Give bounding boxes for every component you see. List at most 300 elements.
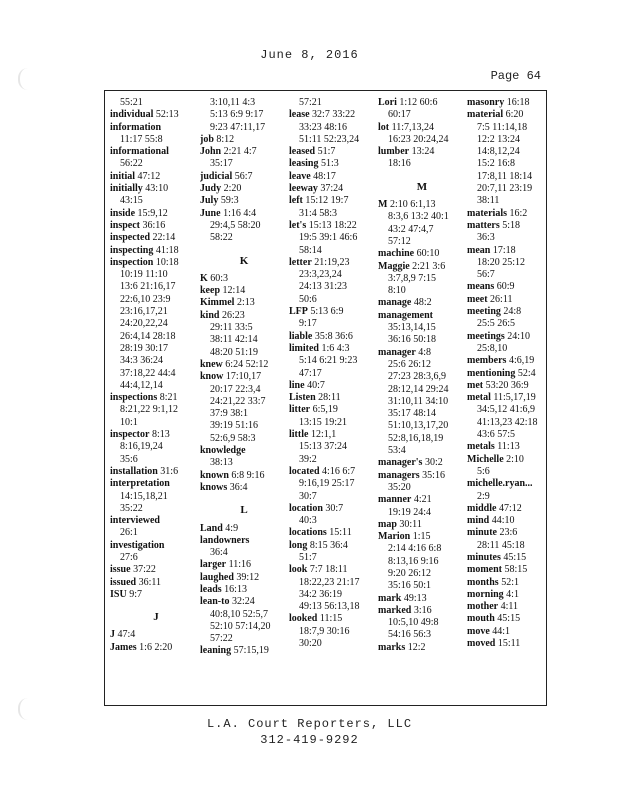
index-word: marks <box>378 641 406 653</box>
index-entry <box>467 454 547 466</box>
index-refs: 30:7 <box>325 502 344 514</box>
index-word: Maggie <box>378 260 410 272</box>
index-refs: 21:19,23 <box>314 256 350 268</box>
index-refs-continued: 9:20 26:12 <box>388 567 432 579</box>
index-refs: 31:6 <box>160 465 179 477</box>
index-refs-continued: 38:13 <box>210 457 233 469</box>
index-refs-continued: 35:13,14,15 <box>388 322 436 334</box>
index-entry <box>110 642 202 654</box>
index-word: M <box>378 199 388 211</box>
index-refs: 11:13 <box>497 441 520 453</box>
index-word: leads <box>200 583 222 595</box>
index-column-4 <box>378 97 466 705</box>
index-refs: 15:11 <box>329 527 352 539</box>
index-refs-continued: 35:20 <box>388 481 411 493</box>
index-refs-continued: 19:19 24:4 <box>388 506 432 518</box>
index-entry <box>467 245 547 257</box>
index-refs: 36:16 <box>142 219 166 231</box>
index-refs: 10:18 <box>155 256 179 268</box>
index-word: knows <box>200 481 228 493</box>
index-word: knowledge <box>200 445 246 457</box>
index-entry <box>110 245 202 257</box>
index-refs-continued: 28:12,14 29:24 <box>388 383 449 395</box>
index-entry <box>467 380 547 392</box>
index-word: James <box>110 641 137 653</box>
index-entry <box>289 343 378 355</box>
index-word: members <box>467 355 507 367</box>
index-refs-continued: 34:5,12 41:6,9 <box>477 404 536 416</box>
index-refs-continued: 10:5,10 49:8 <box>388 617 439 629</box>
index-word: inside <box>110 207 136 219</box>
index-entry <box>289 220 378 232</box>
index-entry <box>289 564 378 576</box>
index-word: installation <box>110 465 158 477</box>
index-refs: 53:20 36:9 <box>485 379 529 391</box>
index-word: mean <box>467 244 491 256</box>
index-word: inspection <box>110 256 154 268</box>
index-refs: 45:15 <box>503 551 527 563</box>
index-refs-continued: 38:11 <box>477 195 500 207</box>
index-refs-continued: 26:1 <box>120 527 138 539</box>
index-word: interviewed <box>110 515 160 527</box>
index-refs: 4:11 <box>500 601 519 613</box>
index-refs: 43:10 <box>145 183 169 195</box>
index-refs-continued: 40:3 <box>299 515 317 527</box>
index-entry <box>467 503 547 515</box>
index-refs: 16:18 <box>506 97 530 108</box>
index-refs: 44:1 <box>492 625 511 637</box>
index-refs-continued: 50:6 <box>299 293 317 305</box>
index-word: landowners <box>200 534 250 546</box>
index-entry <box>378 199 466 211</box>
index-frame <box>104 90 547 706</box>
index-refs-continued: 9:17 <box>299 318 317 330</box>
index-entry <box>467 368 547 380</box>
index-refs-continued: 20:17 22:3,4 <box>210 383 261 395</box>
reporter-phone: 312-419-9292 <box>260 733 359 747</box>
index-word: Kimmel <box>200 297 235 309</box>
index-refs: 47:12 <box>137 170 161 182</box>
index-entry <box>200 310 288 322</box>
index-refs-continued: 18:16 <box>388 158 411 170</box>
index-word: leased <box>289 146 316 158</box>
index-word: let's <box>289 219 307 231</box>
index-entry <box>378 310 466 322</box>
index-refs: 4:21 <box>413 494 432 506</box>
index-word: mark <box>378 592 402 604</box>
index-word: know <box>200 371 224 383</box>
index-entry <box>110 577 202 589</box>
index-refs-continued: 3:7,8,9 7:15 <box>388 272 437 284</box>
index-refs-continued: 24:21,22 33:7 <box>210 395 266 407</box>
index-refs-continued: 52:10 57:14,20 <box>210 620 271 632</box>
index-refs: 39:12 <box>236 571 260 583</box>
index-refs: 52:13 <box>155 109 179 121</box>
page-number: Page 64 <box>490 69 541 83</box>
index-refs-continued: 15:13 37:24 <box>299 441 348 453</box>
index-refs: 17:18 <box>492 244 516 256</box>
index-refs-continued: 56:7 <box>477 269 495 281</box>
index-refs-continued: 37:18,22 44:4 <box>120 367 176 379</box>
index-refs-continued: 57:22 <box>210 633 233 645</box>
index-entry <box>200 535 288 547</box>
index-word: lot <box>378 121 390 133</box>
index-entry <box>467 552 547 564</box>
index-word: middle <box>467 502 497 514</box>
index-entry <box>467 281 547 293</box>
index-refs-continued: 35:17 <box>210 158 233 170</box>
index-refs: 32:7 33:22 <box>312 109 356 121</box>
index-word: Lori <box>378 97 397 108</box>
index-refs-continued: 5:13 6:9 9:17 <box>210 109 264 121</box>
index-word: letter <box>289 256 312 268</box>
index-word: liable <box>289 330 313 342</box>
index-word: map <box>378 518 397 530</box>
index-refs: 16:2 <box>509 207 528 219</box>
index-entry <box>289 109 378 121</box>
index-word: morning <box>467 588 504 600</box>
index-word: inspected <box>110 232 150 244</box>
index-refs: 44:10 <box>491 515 515 527</box>
index-entry <box>467 515 547 527</box>
index-refs-continued: 40:8,10 52:5,7 <box>210 608 269 620</box>
index-entry <box>378 347 466 359</box>
index-refs-continued: 17:8,11 18:14 <box>477 170 533 182</box>
index-word: meet <box>467 293 488 305</box>
index-word: metal <box>467 392 491 404</box>
index-refs-continued: 51:7 <box>299 551 317 563</box>
index-refs: 58:15 <box>504 564 528 576</box>
index-word: moved <box>467 638 496 650</box>
index-refs: 5:18 <box>502 219 521 231</box>
index-entry <box>200 523 288 535</box>
index-refs-continued: 8:21,22 9:1,12 <box>120 404 179 416</box>
index-entry <box>289 404 378 416</box>
index-entry <box>110 171 202 183</box>
index-word: locations <box>289 527 327 539</box>
index-refs: 11:5,17,19 <box>493 392 536 404</box>
index-entry <box>200 559 288 571</box>
index-entry <box>200 359 288 371</box>
index-entry <box>378 97 466 109</box>
index-refs-continued: 18:22,23 21:17 <box>299 576 360 588</box>
index-refs: 8:12 <box>216 133 235 145</box>
index-refs-continued: 43:2 47:4,7 <box>388 223 434 235</box>
index-refs: 59:3 <box>220 195 239 207</box>
index-word: marked <box>378 604 412 616</box>
index-entry <box>110 183 202 195</box>
index-entry <box>467 527 547 539</box>
index-word: individual <box>110 109 154 121</box>
index-word: issued <box>110 576 137 588</box>
index-word: larger <box>200 559 227 571</box>
index-word: meetings <box>467 330 505 342</box>
index-word: ISU <box>110 588 127 600</box>
index-refs-continued: 43:6 57:5 <box>477 429 516 441</box>
index-refs: 3:16 <box>413 604 432 616</box>
index-refs-continued: 39:19 51:16 <box>210 420 259 432</box>
index-entry <box>110 478 202 490</box>
index-refs: 60:9 <box>496 281 515 293</box>
index-word: issue <box>110 564 131 576</box>
index-refs: 4:8 <box>418 346 432 358</box>
index-word: material <box>467 109 504 121</box>
index-entry <box>289 257 378 269</box>
index-entry <box>110 629 202 641</box>
index-refs: 12:1,1 <box>310 429 337 441</box>
transcript-date: June 8, 2016 <box>260 48 359 62</box>
index-refs: 5:13 6:9 <box>310 306 344 318</box>
index-word: moment <box>467 564 502 576</box>
index-word: informational <box>110 146 169 158</box>
index-entry <box>200 445 288 457</box>
index-word: mother <box>467 601 499 613</box>
index-refs-continued: 58:22 <box>210 232 233 244</box>
index-refs: 57:15,19 <box>233 645 269 657</box>
index-refs-continued: 9:23 47:11,17 <box>210 121 266 133</box>
index-entry <box>289 503 378 515</box>
index-refs: 2:21 4:7 <box>223 146 257 158</box>
index-entry <box>200 297 288 309</box>
index-entry <box>200 134 288 146</box>
index-refs: 15:9,12 <box>137 207 168 219</box>
index-word: manager <box>378 346 416 358</box>
index-refs-continued: 15:2 16:8 <box>477 158 516 170</box>
index-word: inspector <box>110 429 150 441</box>
index-entry <box>110 564 202 576</box>
index-word: knew <box>200 358 223 370</box>
index-entry <box>467 331 547 343</box>
index-refs: 15:13 18:22 <box>308 219 357 231</box>
index-word: manage <box>378 297 412 309</box>
index-refs-continued: 31:4 58:3 <box>299 207 338 219</box>
index-refs-continued: 52:8,16,18,19 <box>388 432 444 444</box>
index-refs: 11:15 <box>319 613 343 625</box>
index-word: little <box>289 429 309 441</box>
index-entry <box>378 470 466 482</box>
index-entry <box>467 294 547 306</box>
index-refs-continued: 24:20,22,24 <box>120 318 168 330</box>
index-refs: 37:24 <box>320 183 344 195</box>
index-word: masonry <box>467 97 505 108</box>
index-refs: 2:21 3:6 <box>412 260 446 272</box>
index-word: machine <box>378 248 415 260</box>
index-refs: 30:11 <box>399 518 422 530</box>
index-refs: 23:6 <box>499 527 518 539</box>
index-entry <box>467 564 547 576</box>
index-entry <box>289 158 378 170</box>
index-word: line <box>289 379 305 391</box>
index-entry <box>289 146 378 158</box>
index-refs: 4:16 6:7 <box>322 465 356 477</box>
index-refs-continued: 35:6 <box>120 453 138 465</box>
index-entry <box>378 593 466 605</box>
index-refs-continued: 58:14 <box>299 244 322 256</box>
index-entry <box>200 273 288 285</box>
index-word: manner <box>378 494 412 506</box>
index-refs-continued: 16:23 20:24,24 <box>388 133 449 145</box>
index-refs-continued: 27:6 <box>120 551 138 563</box>
index-refs-continued: 34:2 36:19 <box>299 588 343 600</box>
index-word: judicial <box>200 170 233 182</box>
index-refs-continued: 18:7,9 30:16 <box>299 625 350 637</box>
index-word: looked <box>289 613 318 625</box>
index-refs: 40:7 <box>307 379 325 391</box>
index-column-5 <box>467 97 547 705</box>
index-entry <box>200 470 288 482</box>
index-refs-continued: 57:12 <box>388 235 411 247</box>
index-entry <box>378 146 466 158</box>
index-word: K <box>200 272 208 284</box>
index-refs: 11:7,13,24 <box>391 121 435 133</box>
index-refs-continued: 34:3 36:24 <box>120 355 164 367</box>
binder-hole-mark <box>18 68 30 90</box>
reporter-name: L.A. Court Reporters, LLC <box>206 717 413 731</box>
index-refs-continued: 22:6,10 23:9 <box>120 293 171 305</box>
index-word: months <box>467 576 499 588</box>
index-word: information <box>110 121 162 133</box>
index-entry <box>200 171 288 183</box>
index-refs: 2:13 <box>236 297 255 309</box>
index-column-2 <box>200 97 288 705</box>
index-refs-continued: 30:20 <box>299 638 322 650</box>
index-refs-continued: 28:11 45:18 <box>477 539 525 551</box>
index-entry <box>467 589 547 601</box>
index-word: matters <box>467 219 500 231</box>
index-word: initial <box>110 170 136 182</box>
index-word: June <box>200 207 221 219</box>
index-refs-continued: 3:10,11 4:3 <box>210 97 256 108</box>
index-refs-continued: 28:19 30:17 <box>120 342 169 354</box>
index-refs-continued: 12:2 13:24 <box>477 133 521 145</box>
index-word: laughed <box>200 571 234 583</box>
index-refs-continued: 27:23 28:3,6,9 <box>388 371 447 383</box>
index-refs: 22:14 <box>152 232 176 244</box>
index-entry <box>467 109 547 121</box>
index-entry <box>289 171 378 183</box>
index-word: LFP <box>289 306 308 318</box>
index-entry <box>467 601 547 613</box>
index-refs-continued: 23:16,17,21 <box>120 306 168 318</box>
index-refs-continued: 35:16 50:1 <box>388 580 432 592</box>
index-word: Listen <box>289 392 316 404</box>
index-refs: 12:2 <box>407 641 426 653</box>
index-entry <box>200 584 288 596</box>
index-refs-continued: 39:2 <box>299 453 317 465</box>
index-refs: 13:24 <box>411 146 435 158</box>
index-refs-continued: 56:22 <box>120 158 143 170</box>
index-entry <box>378 297 466 309</box>
index-word: location <box>289 502 323 514</box>
index-entry <box>110 122 202 134</box>
index-refs-continued: 36:16 50:18 <box>388 334 437 346</box>
index-word: mouth <box>467 613 495 625</box>
index-refs-continued: 9:16,19 25:17 <box>299 478 355 490</box>
index-entry <box>289 429 378 441</box>
index-refs-continued: 29:11 33:5 <box>210 322 253 334</box>
index-word: leeway <box>289 183 318 195</box>
index-word: lumber <box>378 146 410 158</box>
index-word: inspecting <box>110 244 154 256</box>
index-refs: 28:11 <box>318 392 341 404</box>
index-refs: 6:24 52:12 <box>225 358 269 370</box>
section-letter: L <box>240 504 248 517</box>
index-entry <box>110 429 202 441</box>
index-refs: 51:7 <box>317 146 336 158</box>
index-word: known <box>200 469 229 481</box>
index-refs: 2:10 6:1,13 <box>389 199 436 211</box>
index-refs-continued: 41:13,23 42:18 <box>477 416 538 428</box>
index-word: John <box>200 146 222 158</box>
index-refs: 36:11 <box>138 576 162 588</box>
index-word: left <box>289 195 303 207</box>
index-entry <box>110 220 202 232</box>
index-entry <box>289 613 378 625</box>
index-word: meeting <box>467 306 501 318</box>
index-refs: 56:7 <box>234 170 253 182</box>
index-refs-continued: 38:11 42:14 <box>210 334 258 346</box>
index-refs: 4:9 <box>225 522 239 534</box>
index-refs: 12:14 <box>222 285 246 297</box>
index-refs: 49:13 <box>403 592 427 604</box>
index-entry <box>467 613 547 625</box>
index-refs-continued: 36:4 <box>210 547 228 559</box>
index-word: job <box>200 133 214 145</box>
index-entry <box>467 208 547 220</box>
index-refs-continued: 13:15 19:21 <box>299 416 348 428</box>
index-refs-continued: 36:3 <box>477 232 495 244</box>
index-refs: 6:5,19 <box>312 404 338 416</box>
index-refs-continued: 5:6 <box>477 465 490 477</box>
index-word: move <box>467 625 490 637</box>
index-refs-continued: 20:7,11 23:19 <box>477 183 533 195</box>
index-refs: 47:4 <box>117 629 136 641</box>
index-entry <box>378 122 466 134</box>
index-refs: 48:17 <box>313 170 336 182</box>
index-refs-continued: 51:10,13,17,20 <box>388 420 449 432</box>
index-refs: 1:6 2:20 <box>139 641 173 653</box>
index-refs: 52:4 <box>517 367 536 379</box>
section-letter: J <box>153 611 159 624</box>
index-refs-continued: 8:13,16 9:16 <box>388 555 439 567</box>
index-refs: 4:6,19 <box>508 355 535 367</box>
index-entry <box>200 572 288 584</box>
index-word: Land <box>200 522 223 534</box>
index-entry <box>200 146 288 158</box>
index-refs-continued: 49:13 56:13,18 <box>299 601 360 613</box>
index-entry <box>378 248 466 260</box>
index-word: leasing <box>289 158 319 170</box>
index-entry <box>289 392 378 404</box>
index-entry <box>289 527 378 539</box>
index-refs-continued: 25:5 26:5 <box>477 318 516 330</box>
index-refs: 15:12 19:7 <box>305 195 349 207</box>
index-refs: 35:8 36:6 <box>314 330 353 342</box>
index-refs: 24:10 <box>507 330 531 342</box>
index-refs: 8:15 36:4 <box>309 539 348 551</box>
index-entry <box>200 183 288 195</box>
index-refs-continued: 19:5 39:1 46:6 <box>299 232 358 244</box>
index-word: lease <box>289 109 310 121</box>
index-word: inspections <box>110 392 158 404</box>
index-refs-continued: 44:4,12,14 <box>120 379 163 391</box>
index-entry <box>200 645 288 657</box>
index-refs: 51:3 <box>320 158 339 170</box>
section-letter: M <box>416 180 428 193</box>
index-refs: 1:15 <box>412 531 431 543</box>
index-refs: 60:3 <box>210 272 229 284</box>
index-refs-continued: 5:14 6:21 9:23 <box>299 355 358 367</box>
